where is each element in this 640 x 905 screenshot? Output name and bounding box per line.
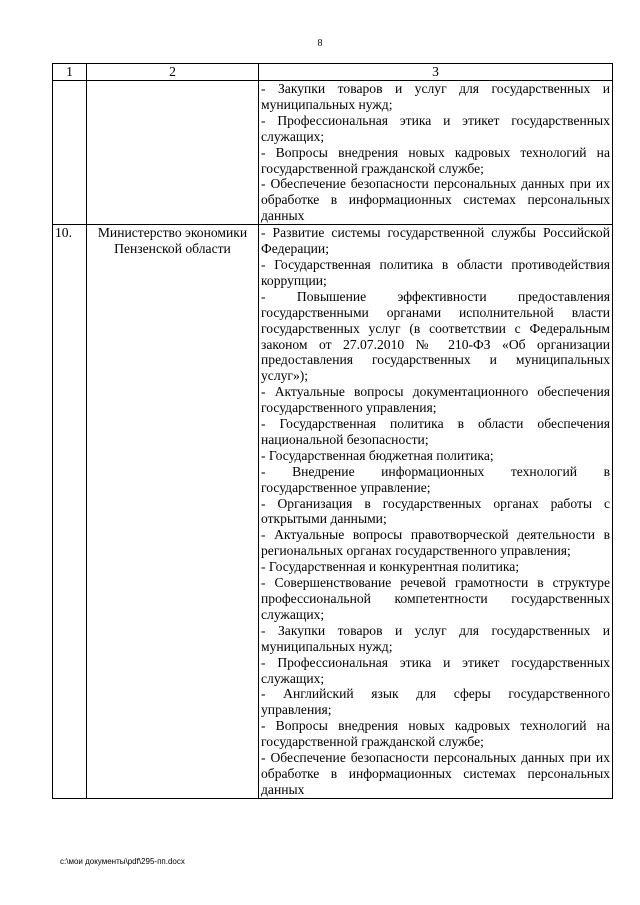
- topic-item: - Вопросы внедрения новых кадровых технологий на государственной гражданской службе;: [261, 718, 610, 750]
- topic-item: - Профессиональная этика и этикет государственных служащих;: [261, 112, 610, 144]
- topic-item: - Вопросы внедрения новых кадровых технологий на государственной гражданской службе;: [261, 144, 610, 176]
- column-header-1: 1: [53, 64, 87, 81]
- topic-item: - Государственная и конкурентная политика;: [261, 559, 520, 575]
- topics-cell: [259, 225, 613, 799]
- topic-item: - Внедрение информационных технологий в государственное управление;: [261, 463, 610, 495]
- document-table: [52, 63, 613, 799]
- table-row-10: [53, 225, 613, 799]
- table-row-continued: [53, 81, 613, 225]
- topic-item: - Актуальные вопросы правотворческой деятельности в региональных органах государственного управления;: [261, 527, 610, 559]
- topic-item: - Повышение эффективности предоставления государственными органами исполнительной власти государственных услуг (в соответствии с Федеральным законом от 27.07.2010 № 210-ФЗ «Об организации предоставления государственных и муниципальных услуг»);: [261, 288, 610, 384]
- topic-item: - Государственная политика в области противодействия коррупции;: [261, 256, 610, 288]
- topic-item: - Профессиональная этика и этикет государственных служащих;: [261, 654, 610, 686]
- topic-item: - Обеспечение безопасности персональных данных при их обработке в информационных системах персональных данных: [261, 750, 610, 797]
- row-number-cell: 10.: [53, 225, 87, 799]
- footer-file-path: c:\мои документы\pdf\295-пп.docx: [60, 857, 185, 866]
- column-header-2: 2: [87, 64, 259, 81]
- topic-item: - Обеспечение безопасности персональных данных при их обработке в информационных системах персональных данных: [261, 176, 610, 224]
- topic-item: - Государственная политика в области обеспечения национальной безопасности;: [261, 416, 610, 447]
- topic-item: - Совершенствование речевой грамотности в структуре профессиональной компетентности государственных служащих;: [261, 575, 610, 622]
- topic-item: - Развитие системы государственной службы Российской Федерации;: [261, 225, 610, 257]
- topic-item: - Английский язык для сферы государственного управления;: [261, 686, 610, 718]
- topic-item: - Актуальные вопросы документационного обеспечения государственного управления;: [261, 384, 610, 416]
- page-number: 8: [317, 38, 323, 49]
- column-header-3: 3: [259, 64, 613, 81]
- topic-item: - Закупки товаров и услуг для государственных и муниципальных нужд;: [261, 81, 610, 112]
- topic-item: - Организация в государственных органах работы с открытыми данными;: [261, 495, 610, 527]
- topic-item: - Государственная бюджетная политика;: [261, 447, 494, 463]
- table-header-row: [53, 64, 613, 81]
- topics-cell: [259, 81, 613, 225]
- row-number-cell: [53, 81, 87, 225]
- organization-cell: Министерство экономики Пензенской области: [87, 225, 259, 799]
- topic-item: - Закупки товаров и услуг для государственных и муниципальных нужд;: [261, 622, 610, 654]
- organization-cell: [87, 81, 259, 225]
